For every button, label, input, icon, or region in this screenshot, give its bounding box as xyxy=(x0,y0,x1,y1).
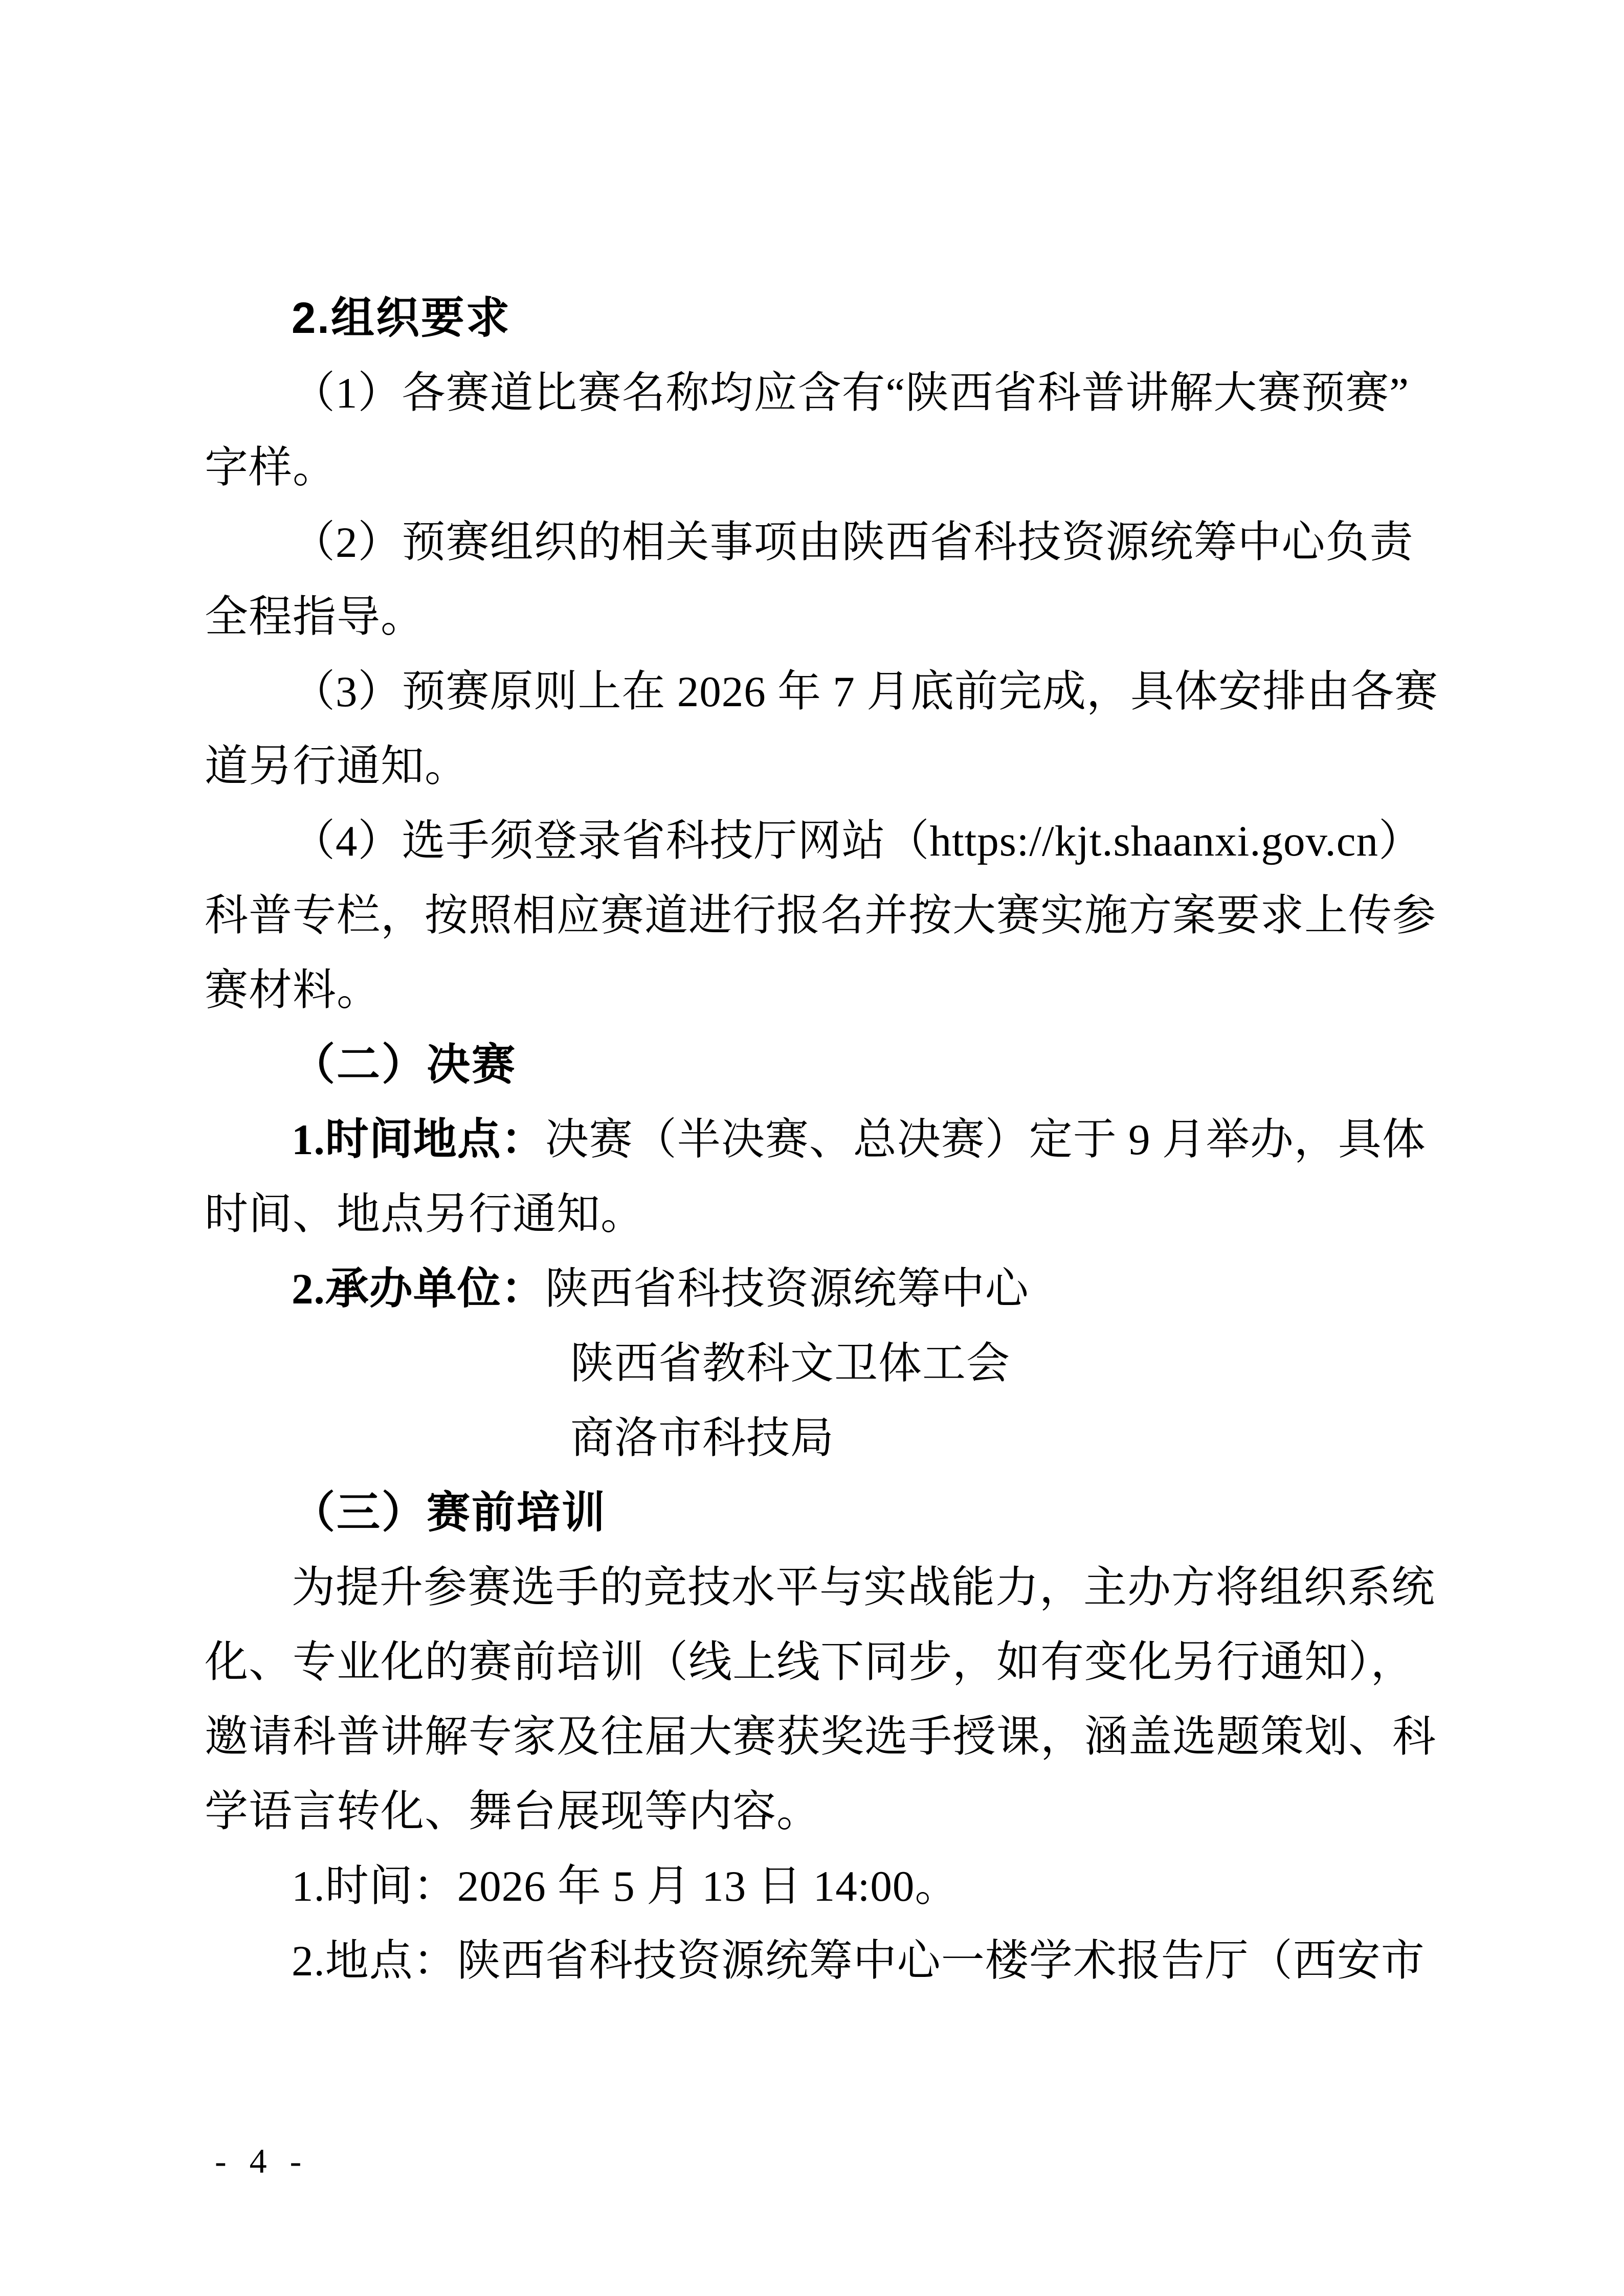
doc-line xyxy=(205,356,1427,431)
doc-line xyxy=(205,431,1427,505)
doc-line xyxy=(205,1625,1427,1700)
doc-line xyxy=(205,1252,1427,1326)
doc-line xyxy=(205,1177,1427,1252)
doc-line xyxy=(205,281,1427,356)
doc-line-text: 陕西省教科文卫体工会 xyxy=(570,1340,1011,1388)
doc-line-text: 时间、地点另行通知。 xyxy=(205,1190,645,1239)
doc-line-text: 商洛市科技局 xyxy=(570,1414,835,1462)
doc-line-text: 全程指导。 xyxy=(205,593,425,641)
doc-line-text: 2.地点：陕西省科技资源统筹中心一楼学术报告厅（西安市 xyxy=(292,1937,1425,1985)
doc-line xyxy=(205,1102,1427,1177)
doc-line-text: （三）赛前培训 xyxy=(292,1489,607,1537)
doc-line-text: （4）选手须登录省科技厅网站（https://kjt.shaanxi.gov.cn） xyxy=(292,817,1422,865)
doc-line xyxy=(205,1401,1427,1476)
doc-line-label: 1.时间地点： xyxy=(292,1116,545,1164)
doc-line-text: 化、专业化的赛前培训（线上线下同步，如有变化另行通知）， xyxy=(205,1638,1415,1686)
doc-line xyxy=(205,1550,1436,1625)
doc-line-text: 2.组织要求 xyxy=(292,294,511,343)
doc-line xyxy=(205,1476,1427,1550)
doc-line-text: （1）各赛道比赛名称均应含有“陕西省科普讲解大赛预赛” xyxy=(292,369,1409,417)
doc-line-text: 道另行通知。 xyxy=(205,742,469,791)
doc-line xyxy=(205,804,1427,879)
doc-line-text: （3）预赛原则上在 2026 年 7 月底前完成，具体安排由各赛 xyxy=(292,668,1439,716)
doc-line-text: 赛材料。 xyxy=(205,966,381,1015)
doc-line xyxy=(205,580,1427,655)
doc-line-text: 邀请科普讲解专家及往届大赛获奖选手授课，涵盖选题策划、科 xyxy=(205,1713,1437,1761)
doc-line xyxy=(205,953,1427,1028)
page-number: - 4 - xyxy=(215,2142,302,2180)
doc-line xyxy=(205,1028,1427,1102)
doc-line xyxy=(205,505,1427,580)
doc-line-text: （二）决赛 xyxy=(292,1041,517,1089)
doc-line xyxy=(205,1849,1427,1924)
doc-line xyxy=(205,1700,1437,1774)
doc-line xyxy=(205,879,1437,953)
doc-line-text: 字样。 xyxy=(205,444,337,492)
doc-line xyxy=(205,1326,1427,1401)
doc-line-text: 科普专栏，按照相应赛道进行报名并按大赛实施方案要求上传参 xyxy=(205,892,1437,940)
doc-line-text: 决赛（半决赛、总决赛）定于 9 月举办，具体 xyxy=(545,1116,1426,1164)
document-body xyxy=(205,281,1439,1998)
doc-line-text: （2）预赛组织的相关事项由陕西省科技资源统筹中心负责 xyxy=(292,519,1414,567)
doc-line xyxy=(205,1774,1427,1849)
doc-line-text: 1.时间：2026 年 5 月 13 日 14:00。 xyxy=(292,1862,959,1910)
doc-line-text: 为提升参赛选手的竞技水平与实战能力，主办方将组织系统 xyxy=(292,1564,1436,1612)
doc-line-label: 2.承办单位： xyxy=(292,1265,545,1313)
doc-line-text: 学语言转化、舞台展现等内容。 xyxy=(205,1788,821,1836)
doc-line xyxy=(205,655,1439,729)
doc-line xyxy=(205,729,1427,804)
doc-line xyxy=(205,1924,1427,1998)
doc-line-text: 陕西省科技资源统筹中心 xyxy=(545,1265,1029,1313)
